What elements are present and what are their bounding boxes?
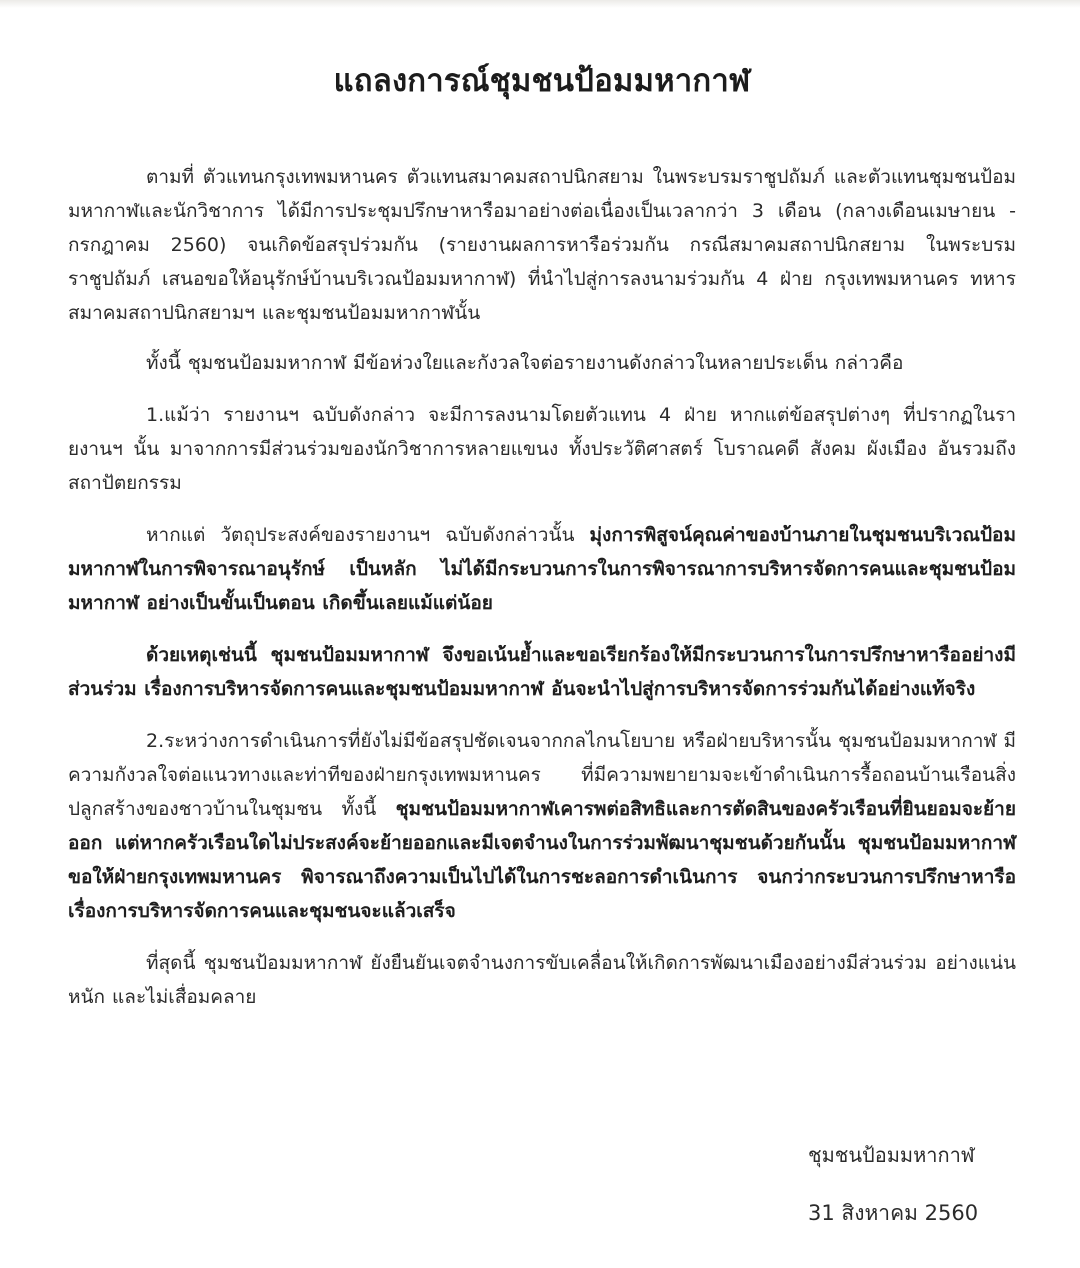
paragraph-report-objective bbox=[68, 518, 1016, 620]
paragraph-closing: ที่สุดนี้ ชุมชนป้อมมหากาฬ ยังยืนยันเจตจำนงการขับเคลื่อนให้เกิดการพัฒนาเมืองอย่างมีส่วนร่วม อย่างแน่นหนัก และไม่เสื่อมคลาย bbox=[68, 952, 1016, 1008]
paragraph-report-objective-emphasis: มุ่งการพิสูจน์คุณค่าของบ้านภายในชุมชนบริเวณป้อมมหากาฬในการพิจารณาอนุรักษ์ เป็นหลัก ไม่ได้มีกระบวนการในการพิจารณาการบริหารจัดการคนและชุมชนป้อมมหากาฬ อย่างเป็นขั้นเป็นตอน เกิดขึ้นเลยแม้แต่น้อย bbox=[68, 524, 1016, 614]
paragraph-report-objective-lead: หากแต่ วัตถุประสงค์ของรายงานฯ ฉบับดังกล่าวนั้น bbox=[146, 524, 590, 546]
paragraph-background: ตามที่ ตัวแทนกรุงเทพมหานคร ตัวแทนสมาคมสถาปนิกสยาม ในพระบรมราชูปถัมภ์ และตัวแทนชุมชนป้อมมหากาฬและนักวิชาการ ได้มีการประชุมปรึกษาหารือมาอย่างต่อเนื่องเป็นเวลากว่า 3 เดือน (กลางเดือนเมษายน - กรกฎาคม 2560) จนเกิดข้อสรุปร่วมกัน (รายงานผลการหารือร่วมกัน กรณีสมาคมสถาปนิกสยาม ในพระบรมราชูปถัมภ์ เสนอขอให้อนุรักษ์บ้านบริเวณป้อมมหากาฬ) ที่นำไปสู่การลงนามร่วมกัน 4 ฝ่าย กรุงเทพมหานคร ทหาร สมาคมสถาปนิกสยามฯ และชุมชนป้อมมหากาฬนั้น bbox=[68, 166, 1016, 324]
signature-organization: ชุมชนป้อมมหากาฬ bbox=[808, 1143, 975, 1167]
paragraph-point-2 bbox=[68, 724, 1016, 928]
paragraph-demand: ด้วยเหตุเช่นนี้ ชุมชนป้อมมหากาฬ จึงขอเน้นย้ำและขอเรียกร้องให้มีกระบวนการในการปรึกษาหารืออย่างมีส่วนร่วม เรื่องการบริหารจัดการคนและชุมชนป้อมมหากาฬ อันจะนำไปสู่การบริหารจัดการร่วมกันได้อย่างแท้จริง bbox=[68, 644, 1016, 700]
paragraph-concerns-intro: ทั้งนี้ ชุมชนป้อมมหากาฬ มีข้อห่วงใยและกังวลใจต่อรายงานดังกล่าวในหลายประเด็น กล่าวคือ bbox=[146, 352, 904, 374]
paragraph-point-2-lead: 2.ระหว่างการดำเนินการที่ยังไม่มีข้อสรุปชัดเจนจากกลไกนโยบาย หรือฝ่ายบริหารนั้น ชุมชนป้อมมหากาฬ มีความกังวลใจต่อแนวทางและท่าทีของฝ่ายกรุงเทพมหานคร ที่มีความพยายามจะเข้าดำเนินการรื้อถอนบ้านเรือนสิ่งปลูกสร้างของชาวบ้านในชุมชน ทั้งนี้ bbox=[68, 730, 1016, 820]
signature-date: 31 สิงหาคม 2560 bbox=[808, 1201, 979, 1225]
statement-document bbox=[68, 58, 1016, 1030]
document-title: แถลงการณ์ชุมชนป้อมมหากาฬ bbox=[333, 63, 751, 99]
scan-top-edge bbox=[0, 0, 1080, 8]
paragraph-point-2-emphasis: ชุมชนป้อมมหากาฬเคารพต่อสิทธิและการตัดสินของครัวเรือนที่ยินยอมจะย้ายออก แต่หากครัวเรือนใดไม่ประสงค์จะย้ายออกและมีเจตจำนงในการร่วมพัฒนาชุมชนด้วยกันนั้น ชุมชนป้อมมหากาฬ ขอให้ฝ่ายกรุงเทพมหานคร พิจารณาถึงความเป็นไปได้ในการชะลอการดำเนินการ จนกว่ากระบวนการปรึกษาหารือเรื่องการบริหารจัดการคนและชุมชนจะแล้วเสร็จ bbox=[68, 798, 1016, 922]
paragraph-point-1: 1.แม้ว่า รายงานฯ ฉบับดังกล่าว จะมีการลงนามโดยตัวแทน 4 ฝ่าย หากแต่ข้อสรุปต่างๆ ที่ปรากฏในรายงานฯ นั้น มาจากการมีส่วนร่วมของนักวิชาการหลายแขนง ทั้งประวัติศาสตร์ โบราณคดี สังคม ผังเมือง อันรวมถึงสถาปัตยกรรม bbox=[68, 404, 1016, 494]
signature-block bbox=[808, 1140, 978, 1228]
